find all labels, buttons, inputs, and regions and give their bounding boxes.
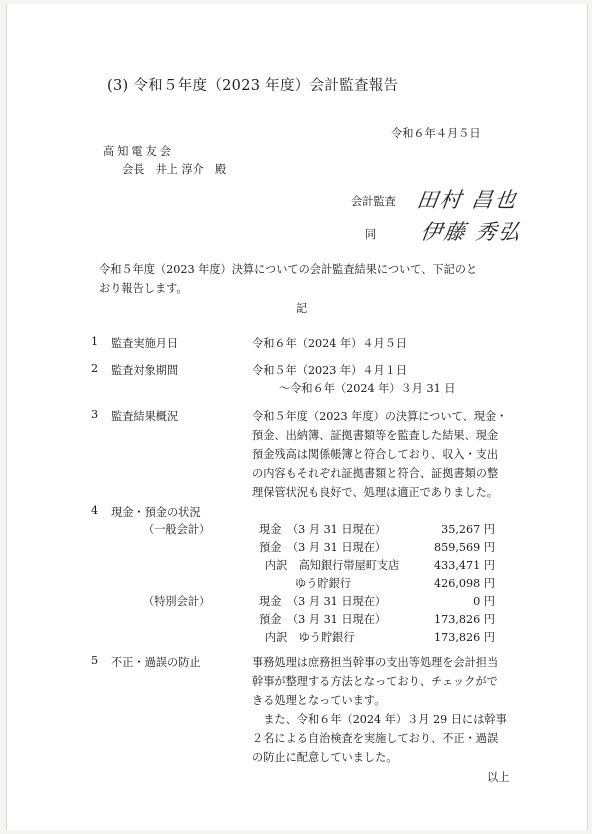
general-row-amount: 426,098 円 — [433, 577, 495, 590]
item-1-value: 令和６年（2024 年）４月５日 — [252, 337, 408, 350]
item-2-line-1: 令和５年（2023 年）４月１日 — [252, 364, 408, 377]
special-row-amount: 0 円 — [473, 595, 495, 608]
item-3-number: 3 — [91, 408, 99, 421]
item-3-line: の内容もそれぞれ証拠書類と符合、証拠書類の整 — [252, 467, 499, 480]
item-5-line: ２名による自治検査を実施しており、不正・過誤 — [252, 732, 499, 745]
closing-mark: 以上 — [487, 771, 510, 784]
auditor-role-1: 会計監査 — [351, 195, 396, 208]
intro-line-2: おり報告します。 — [99, 282, 188, 295]
auditor-signature-2: 伊藤 秀弘 — [419, 220, 524, 244]
special-row-amount: 173,826 円 — [433, 631, 495, 644]
general-row-text: 内訳 高知銀行帯屋町支店 — [265, 559, 400, 572]
item-1-label: 監査実施月日 — [111, 337, 179, 350]
item-5-line: きる処理となっています。 — [252, 694, 386, 707]
auditor-role-2: 同 — [365, 228, 377, 241]
intro-line-1: 令和５年度（2023 年度）決算についての会計監査結果について、下記のと — [99, 263, 478, 276]
addressee-org: 高知電友会 — [103, 145, 174, 158]
item-3-line: 理保管状況も良好で、処理は適正でありました。 — [252, 486, 498, 499]
addressee-person: 会長 井上 淳介 殿 — [122, 163, 227, 176]
document-page — [6, 4, 588, 830]
general-row-amount: 35,267 円 — [441, 523, 495, 536]
general-account-label: （一般会計） — [143, 523, 211, 536]
general-row-text: 預金 （3 月 31 日現在） — [259, 541, 387, 554]
document-title: (3) 令和５年度（2023 年度）会計監査報告 — [107, 78, 399, 94]
auditor-signature-1: 田村 昌也 — [415, 188, 520, 212]
general-row-text: ゆう貯銀行 — [295, 577, 351, 590]
item-5-label: 不正・過誤の防止 — [111, 656, 201, 669]
special-row-amount: 173,826 円 — [433, 613, 495, 626]
item-3-label: 監査結果概況 — [111, 410, 179, 423]
special-account-label: （特別会計） — [143, 595, 211, 608]
item-2-label: 監査対象期間 — [111, 364, 179, 377]
ki-heading: 記 — [296, 302, 308, 315]
item-3-line: 令和５年度（2023 年度）の決算について、現金・ — [252, 410, 508, 423]
item-1-number: 1 — [91, 335, 99, 348]
item-2-line-2: 〜令和６年（2024 年）３月 31 日 — [279, 382, 456, 395]
general-row-amount: 859,569 円 — [433, 541, 495, 554]
item-5-number: 5 — [91, 654, 99, 667]
item-5-line: 幹事が整理する方法となっており、チェックがで — [252, 675, 498, 688]
item-5-line: 事務処理は庶務担当幹事の支出等処理を会計担当 — [252, 656, 499, 669]
general-row-text: 現金 （3 月 31 日現在） — [259, 523, 387, 536]
report-date: 令和６年４月５日 — [391, 127, 481, 140]
special-row-text: 内訳 ゆう貯銀行 — [265, 631, 355, 644]
general-row-amount: 433,471 円 — [433, 559, 495, 572]
item-5-line: の防止に配意していました。 — [252, 751, 398, 764]
item-3-line: 預金残高は関係帳簿と符合しており、収入・支出 — [252, 448, 499, 461]
special-row-text: 現金 （3 月 31 日現在） — [259, 595, 387, 608]
special-row-text: 預金 （3 月 31 日現在） — [259, 613, 387, 626]
item-4-number: 4 — [91, 504, 99, 517]
item-3-line: 預金、出納簿、証拠書類等を監査した結果、現金 — [252, 429, 499, 442]
item-2-number: 2 — [91, 362, 99, 375]
item-4-label: 現金・預金の状況 — [111, 506, 201, 519]
item-5-line: また、令和６年（2024 年）３月 29 日には幹事 — [252, 713, 507, 726]
